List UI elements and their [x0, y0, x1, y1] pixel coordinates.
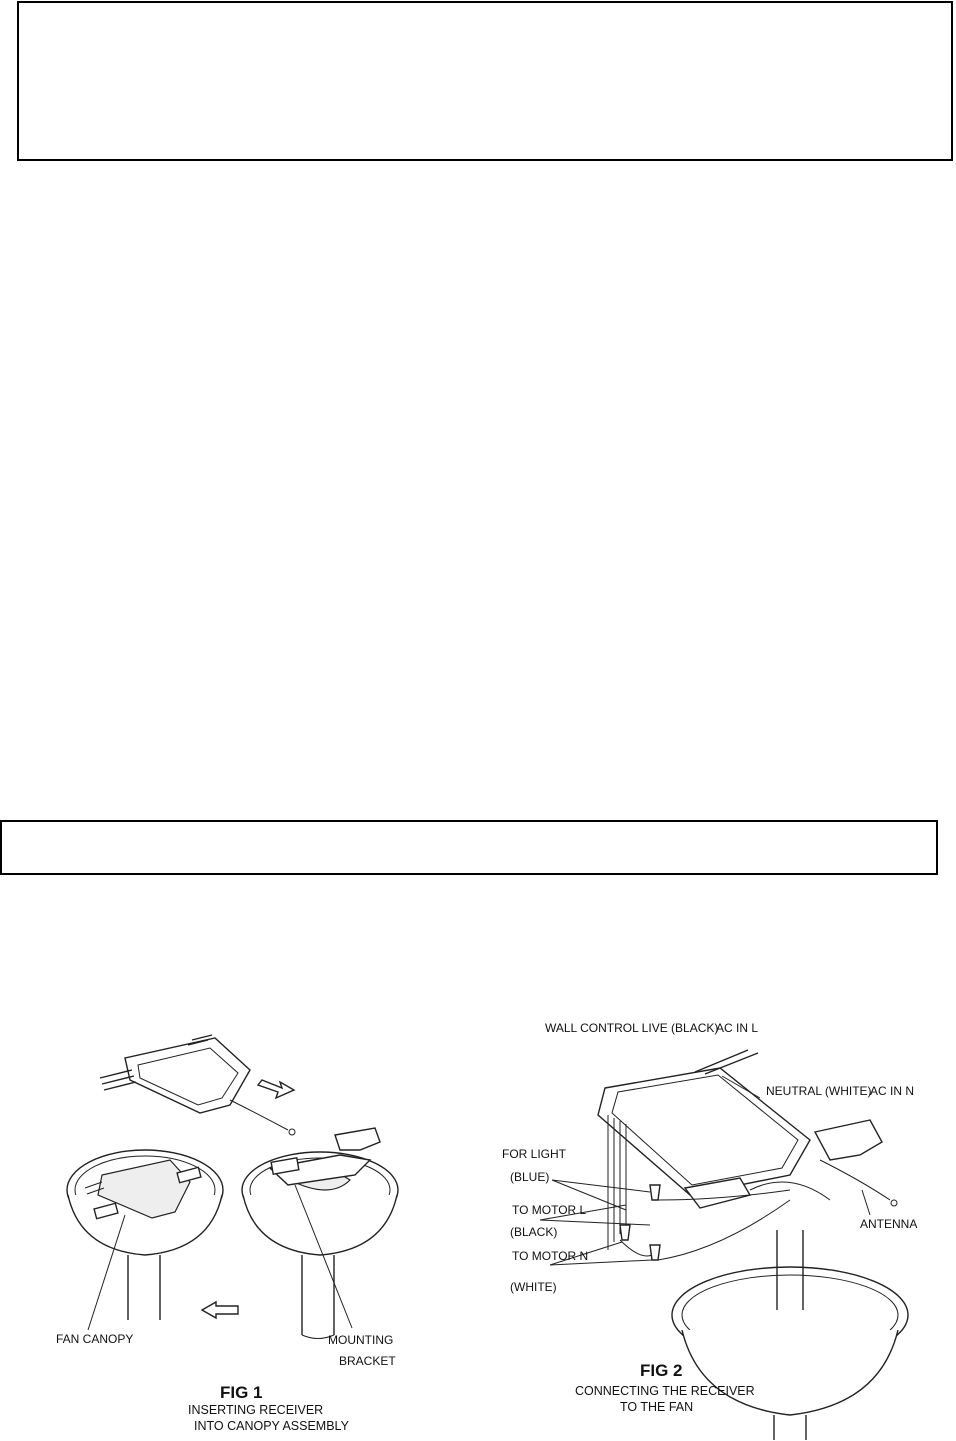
- to-motor-l-label: TO MOTOR L: [512, 1203, 587, 1217]
- neutral-white-label: NEUTRAL (WHITE): [766, 1084, 872, 1098]
- black-label: (BLACK): [510, 1225, 558, 1239]
- fig1-caption-line1: INSERTING RECEIVER: [188, 1403, 324, 1417]
- fig2-title: FIG 2: [640, 1361, 683, 1380]
- top-notice-box: [17, 1, 953, 161]
- fig2-caption-line1: CONNECTING THE RECEIVER: [575, 1384, 755, 1398]
- fig2-caption-line2: TO THE FAN: [620, 1400, 694, 1414]
- fig1-title: FIG 1: [220, 1383, 263, 1402]
- left-arrow-icon: [202, 1302, 238, 1318]
- receiver-unit-drawing: [100, 1035, 295, 1135]
- mounting-bracket-label-line2: BRACKET: [339, 1354, 396, 1368]
- fan-canopy-label: FAN CANOPY: [56, 1332, 134, 1346]
- for-light-label: FOR LIGHT: [502, 1147, 567, 1161]
- fig1-caption-line2: INTO CANOPY ASSEMBLY: [194, 1419, 349, 1433]
- white-label: (WHITE): [510, 1280, 557, 1294]
- middle-notice-box: [0, 820, 938, 875]
- ac-in-l-label: AC IN L: [716, 1021, 759, 1035]
- to-motor-n-label: TO MOTOR N: [512, 1249, 589, 1263]
- antenna-label: ANTENNA: [860, 1217, 918, 1231]
- wall-control-live-label: WALL CONTROL LIVE (BLACK): [545, 1021, 719, 1035]
- receiver-wiring-drawing: [598, 1050, 908, 1440]
- mounting-bracket-label-line1: MOUNTING: [328, 1333, 394, 1347]
- right-canopy-drawing: [242, 1128, 398, 1339]
- ac-in-n-label: AC IN N: [870, 1084, 915, 1098]
- figure-2-illustration: [490, 1010, 956, 1440]
- left-canopy-drawing: [67, 1150, 223, 1320]
- blue-label: (BLUE): [510, 1170, 550, 1184]
- figure-1-illustration: [40, 1010, 460, 1440]
